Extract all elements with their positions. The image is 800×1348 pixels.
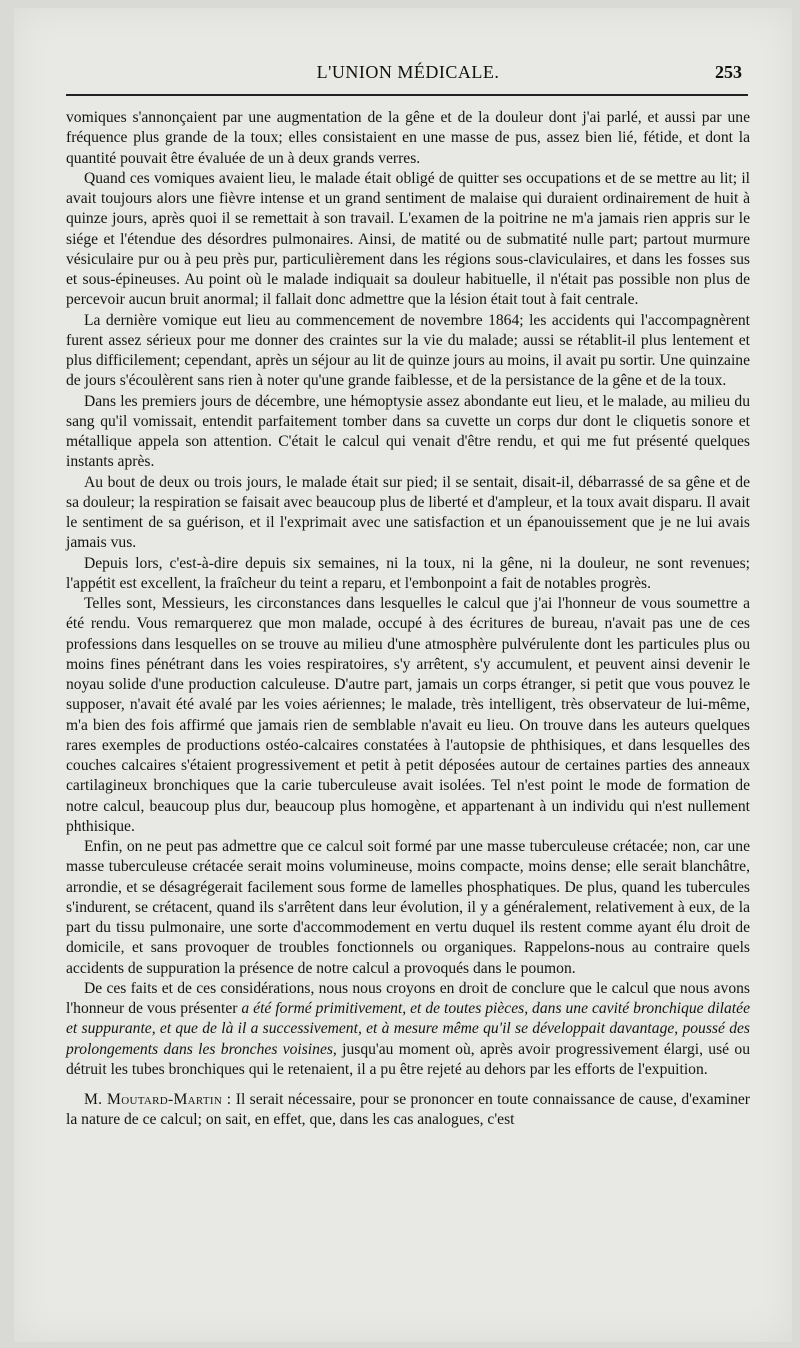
paragraph: vomiques s'annonçaient par une augmentation de la gêne et de la douleur dont j'ai parlé, et aussi par une fréquence plus grande de la toux; elles consistaient en une masse de pus, assez bien lié, fétide, et dont la quantité pouvait être évaluée de un à deux grands verres.	[66, 109, 750, 167]
header-rule	[66, 94, 748, 96]
speaker-paragraph	[66, 1090, 750, 1131]
conclusion-lead: De ces faits et de ces considérations, nous nous croyons en droit de conclure que le calcul que nous avons l'honneur de vous présenter	[66, 979, 750, 1017]
speaker-name: M. Moutard-Martin :	[84, 1091, 232, 1108]
conclusion-italic: a été formé primitivement, et de toutes pièces, dans une cavité bronchique dilatée et suppurante, et que de là il a successivement, et à mesure même qu'il se développait davantage, poussé des prolongements dans les bronches voisines,	[66, 1000, 750, 1058]
conclusion-tail: jusqu'au moment où, après avoir progressivement élargi, usé ou détruit les tubes bronchiques qui le retenaient, il a pu être rejeté au dehors par les efforts de l'expuition.	[66, 1040, 750, 1078]
paragraph: Enfin, on ne peut pas admettre que ce calcul soit formé par une masse tuberculeuse crétacée; non, car une masse tuberculeuse crétacée serait moins volumineuse, moins compacte, moins dense; elle serait blanchâtre, arrondie, et se désagrégerait facilement sous forme de lamelles phosphatiques. De plus, quand les tubercules s'indurent, se crétacent, quand ils s'arrêtent dans leur évolution, il y a généralement, relativement à eux, de la part du tissu pulmonaire, une sorte d'accommodement en vertu duquel ils restent comme ayant élu droit de domicile, et sans provoquer de troubles fonctionnels ou organiques. Rappelons-nous au contraire quels accidents de suppuration la présence de notre calcul a provoqués dans le poumon.	[66, 838, 750, 977]
page-header	[66, 62, 750, 90]
paragraph: Quand ces vomiques avaient lieu, le malade était obligé de quitter ses occupations et de se mettre au lit; il avait toujours alors une fièvre intense et un grand sentiment de malaise qui duraient ordinairement de huit à quinze jours, après quoi il se remettait à son travail. L'examen de la poitrine ne m'a jamais rien appris sur le siége et l'étendue des désordres pulmonaires. Ainsi, de matité ou de submatité nulle part; partout murmure vésiculaire pur ou à peu près pur, particulièrement dans les régions sous-claviculaires, et dans les fosses sus et sous-épineuses. Au point où le malade indiquait sa douleur habituelle, il n'était pas possible non plus de percevoir aucun bruit anormal; il fallait donc admettre que la lésion était tout à fait centrale.	[66, 169, 750, 309]
paragraph: Au bout de deux ou trois jours, le malade était sur pied; il se sentait, disait-il, débarrassé de sa gêne et de sa douleur; la respiration se faisait avec beaucoup plus de liberté et d'ampleur, et la toux avait disparu. Il avait le sentiment de sa guérison, et il l'exprimait avec une satisfaction et un épanouissement que je ne lui avais jamais vus.	[66, 473, 750, 552]
page-number: 253	[715, 62, 742, 82]
article-body	[66, 108, 750, 1131]
running-title: L'UNION MÉDICALE.	[316, 62, 500, 82]
paragraph: Dans les premiers jours de décembre, une hémoptysie assez abondante eut lieu, et le malade, au milieu du sang qu'il vomissait, entendit parfaitement tomber dans sa cuvette un corps dur dont le cliquetis sonore et métallique appela son attention. C'était le calcul qui venait d'être rendu, et qui me fut présenté quelques instants après.	[66, 392, 750, 471]
speaker-text: Il serait nécessaire, pour se prononcer en toute connaissance de cause, d'examiner la nature de ce calcul; on sait, en effet, que, dans les cas analogues, c'est	[66, 1091, 750, 1129]
conclusion-paragraph	[66, 979, 750, 1080]
paragraph: La dernière vomique eut lieu au commencement de novembre 1864; les accidents qui l'accompagnèrent furent assez sérieux pour me donner des craintes sur la vie du malade; aussi se rétablit-il plus lentement et plus difficilement; cependant, après un séjour au lit de quinze jours au moins, il avait pu sortir. Une quinzaine de jours s'écoulèrent sans rien à noter qu'une grande faiblesse, et de la persistance de la gêne et de la toux.	[66, 311, 750, 390]
paragraph: Depuis lors, c'est-à-dire depuis six semaines, ni la toux, ni la gêne, ni la douleur, ne sont revenues; l'appétit est excellent, la fraîcheur du teint a reparu, et l'embonpoint a fait de notables progrès.	[66, 554, 750, 592]
paragraph: Telles sont, Messieurs, les circonstances dans lesquelles le calcul que j'ai l'honneur de vous soumettre a été rendu. Vous remarquerez que mon malade, occupé à des écritures de bureau, n'avait pas une de ces professions dans lesquelles on se trouve au milieu d'une atmosphère pulvérulente dont les particules plus ou moins fines pénétrant dans les voies respiratoires, s'y arrêtent, s'y accumulent, et peuvent ainsi devenir le noyau solide d'une production calculeuse. D'autre part, jamais un corps étranger, si petit que vous pouvez le supposer, n'avait été avalé par les voies aériennes; le malade, très intelligent, très observateur de lui-même, m'a bien des fois affirmé que jamais rien de semblable n'avait eu lieu. On trouve dans les auteurs quelques rares exemples de productions ostéo-calcaires constatées à l'autopsie de phthisiques, et dans lesquelles des couches calcaires s'étaient progressivement et petit à petit déposées autour de certaines parties des anneaux cartilagineux bronchiques que la carie tuberculeuse avait isolées. Tel n'est point le mode de formation de notre calcul, beaucoup plus dur, beaucoup plus homogène, et appartenant à un individu qui n'est nullement phthisique.	[66, 595, 750, 835]
